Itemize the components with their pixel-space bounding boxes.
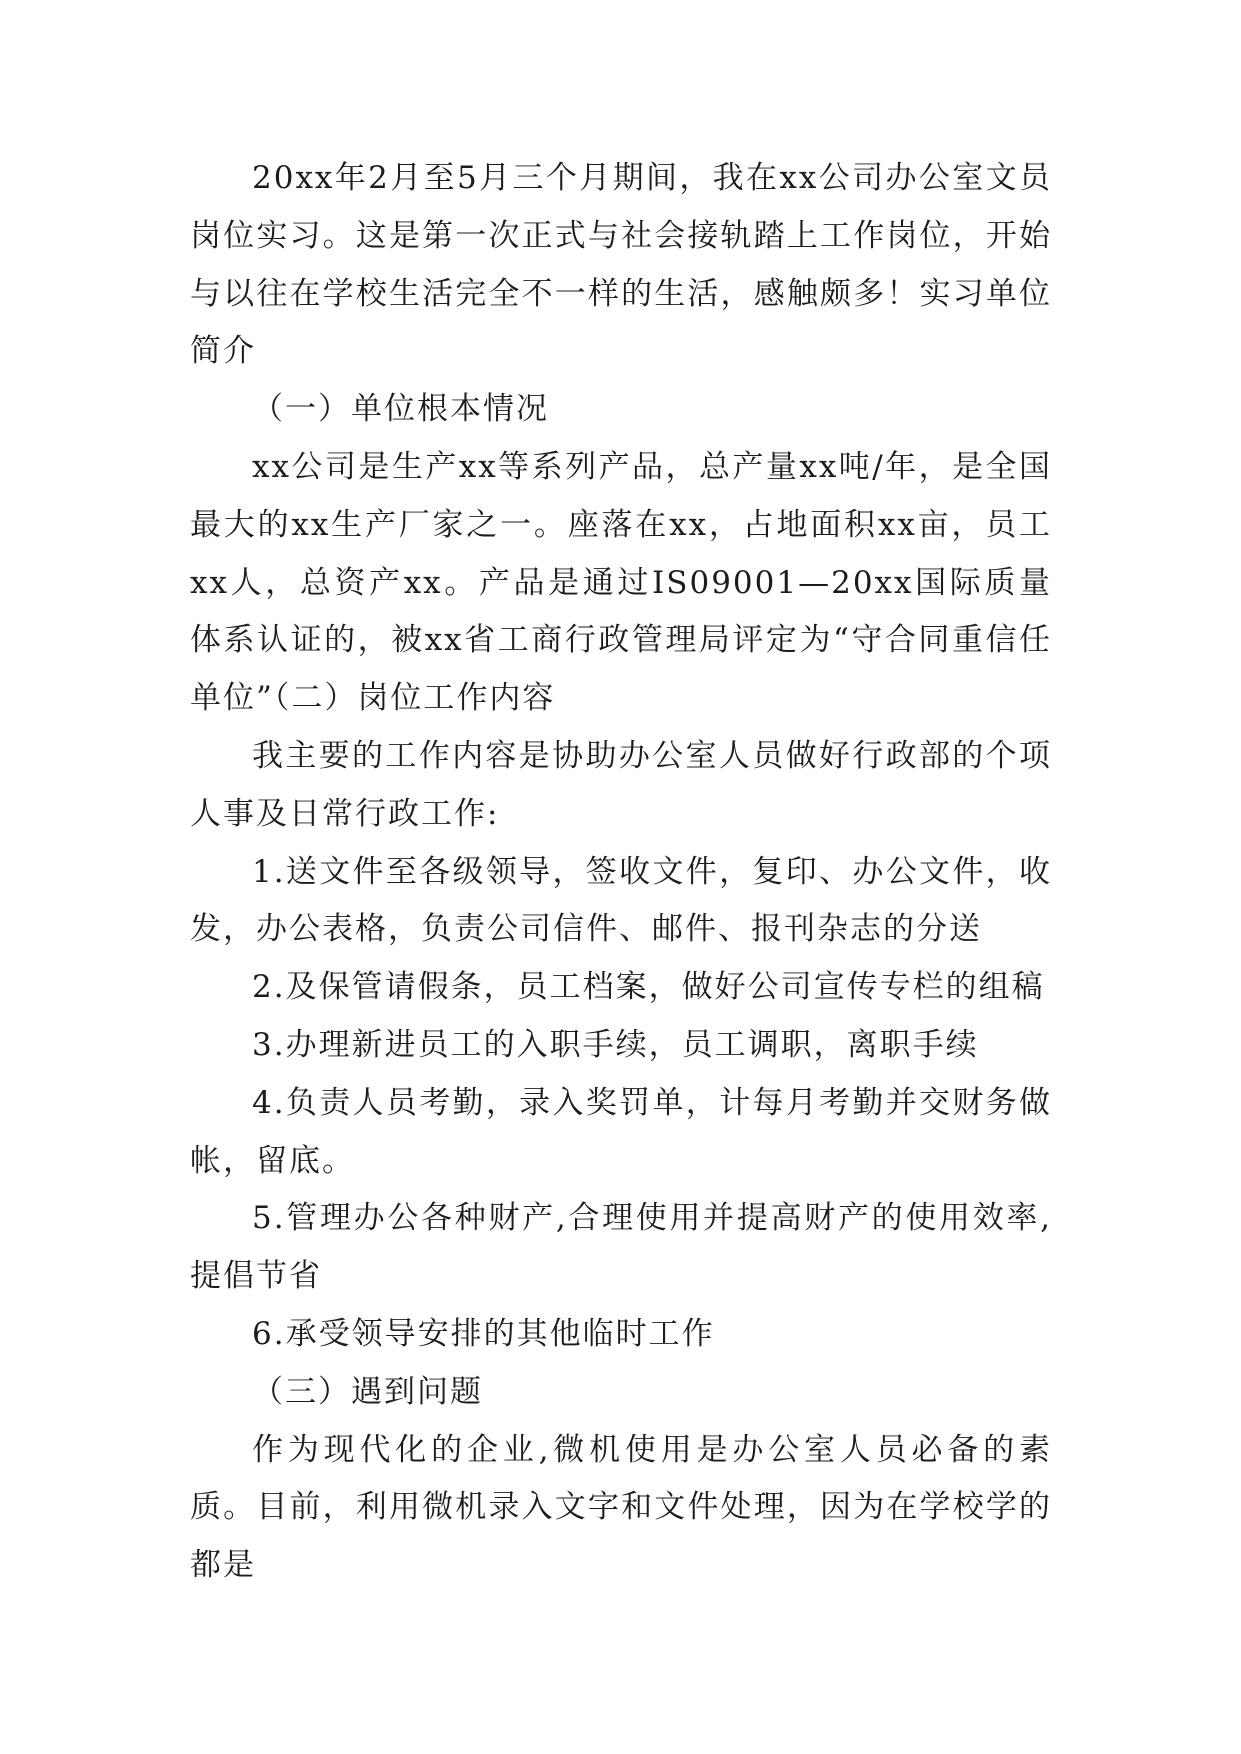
list-item-4: 4.负责人员考勤，录入奖罚单，计每月考勤并交财务做帐，留底。 bbox=[190, 1084, 1052, 1179]
paragraph-intro: 20xx年2月至5月三个月期间，我在xx公司办公室文员岗位实习。这是第一次正式与社会接轨踏上工作岗位，开始与以往在学校生活完全不一样的生活，感触颇多！实习单位简介 bbox=[190, 160, 1052, 370]
document-body bbox=[190, 150, 1052, 1595]
list-item-2: 2.及保管请假条，员工档案，做好公司宣传专栏的组稿 bbox=[252, 969, 1045, 1006]
list-item-1: 1.送文件至各级领导，签收文件，复印、办公文件，收发，办公表格，负责公司信件、邮件、报刊杂志的分送 bbox=[190, 853, 1052, 948]
paragraph-problems: 作为现代化的企业,微机使用是办公室人员必备的素质。目前，利用微机录入文字和文件处理，因为在学校学的都是 bbox=[190, 1431, 1052, 1584]
section-heading-1: （一）单位根本情况 bbox=[252, 391, 549, 428]
list-item-5: 5.管理办公各种财产,合理使用并提高财产的使用效率,提倡节省 bbox=[190, 1200, 1052, 1295]
list-item-3: 3.办理新进员工的入职手续，员工调职，离职手续 bbox=[252, 1026, 979, 1063]
list-item-6: 6.承受领导安排的其他临时工作 bbox=[252, 1315, 715, 1352]
paragraph-company-info: xx公司是生产xx等系列产品，总产量xx吨/年，是全国最大的xx生产厂家之一。座落在xx，占地面积xx亩，员工xx人，总资产xx。产品是通过IS09001—20xx国际质量体系认证的，被xx省工商行政管理局评定为“守合同重信任单位”（二）岗位工作内容 bbox=[190, 448, 1052, 717]
section-heading-3: （三）遇到问题 bbox=[252, 1373, 483, 1410]
paragraph-work-content: 我主要的工作内容是协助办公室人员做好行政部的个项人事及日常行政工作: bbox=[190, 737, 1052, 832]
